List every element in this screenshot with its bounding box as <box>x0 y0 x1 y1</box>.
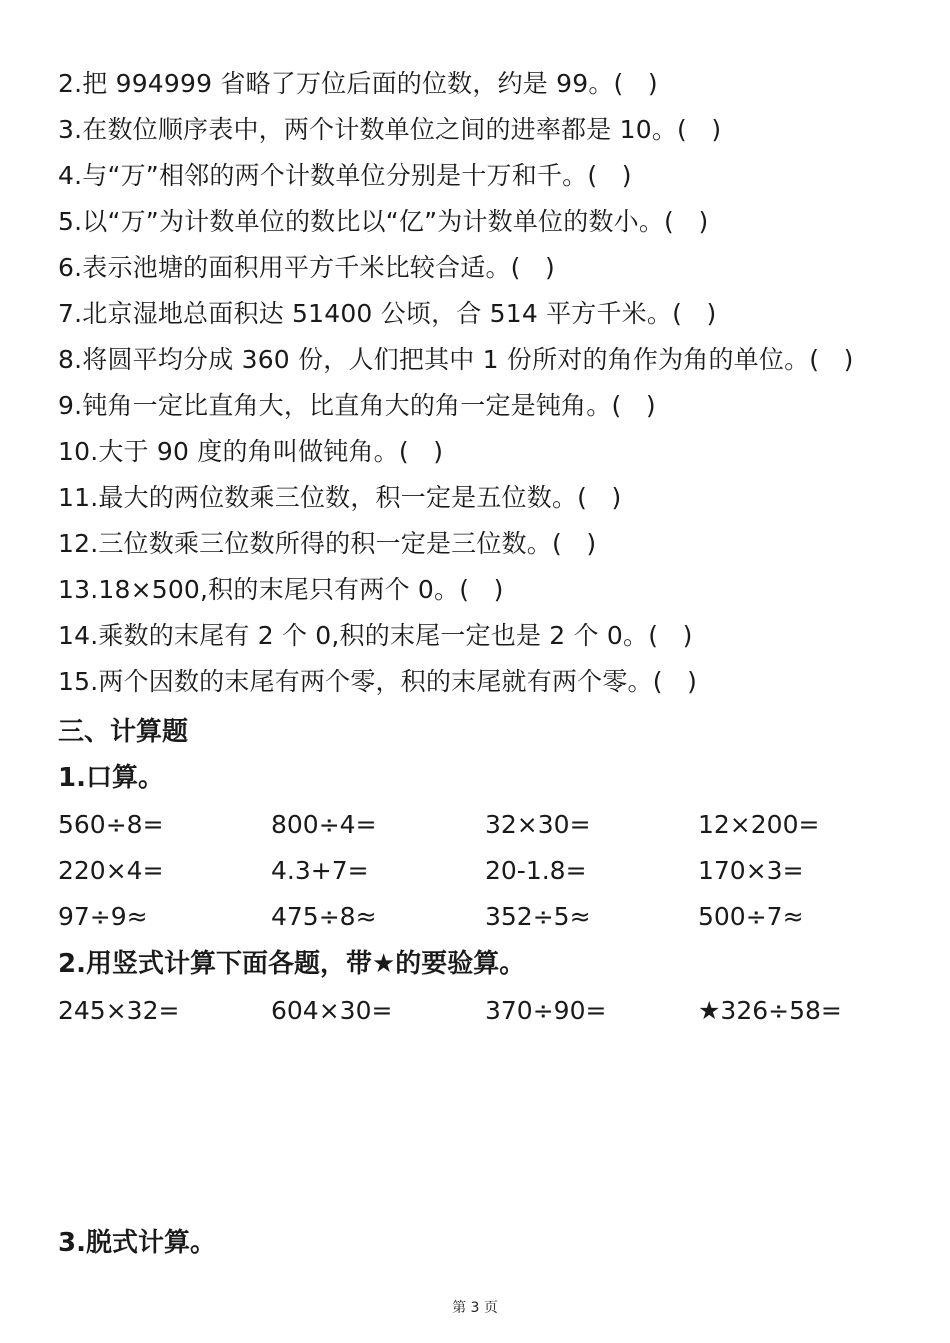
vertical-calc-title: 2.用竖式计算下面各题，带★的要验算。 <box>58 949 526 979</box>
oral-calc-item: 20-1.8= <box>485 856 587 885</box>
judgement-item-11: 11.最大的两位数乘三位数，积一定是五位数。( ) <box>58 483 622 512</box>
oral-calc-row <box>58 900 908 934</box>
oral-calc-item: 32×30= <box>485 810 591 839</box>
vertical-calc-item: ★326÷58= <box>698 996 842 1025</box>
judgement-item-14: 14.乘数的末尾有 2 个 0,积的末尾一定也是 2 个 0。( ) <box>58 621 693 650</box>
oral-calc-item: 4.3+7= <box>271 856 369 885</box>
judgement-item-6: 6.表示池塘的面积用平方千米比较合适。( ) <box>58 253 556 282</box>
oral-calc-item: 170×3= <box>698 856 804 885</box>
judgement-item-10: 10.大于 90 度的角叫做钝角。( ) <box>58 437 444 466</box>
oral-calc-item: 97÷9≈ <box>58 902 148 931</box>
judgement-item-7: 7.北京湿地总面积达 51400 公顷，合 514 平方千米。( ) <box>58 299 717 328</box>
vertical-calc-item: 604×30= <box>271 996 393 1025</box>
vertical-calc-item: 370÷90= <box>485 996 607 1025</box>
oral-calc-row <box>58 854 908 888</box>
stepwise-calc-title: 3.脱式计算。 <box>58 1228 216 1258</box>
oral-calc-item: 500÷7≈ <box>698 902 804 931</box>
judgement-item-5: 5.以“万”为计数单位的数比以“亿”为计数单位的数小。( ) <box>58 207 709 236</box>
judgement-item-2: 2.把 994999 省略了万位后面的位数，约是 99。( ) <box>58 69 658 98</box>
page-number: 第 3 页 <box>452 1300 498 1316</box>
oral-calc-item: 352÷5≈ <box>485 902 591 931</box>
section-three-title: 三、计算题 <box>58 717 189 747</box>
oral-calc-item: 560÷8= <box>58 810 164 839</box>
judgement-item-13: 13.18×500,积的末尾只有两个 0。( ) <box>58 575 504 604</box>
oral-calc-row <box>58 808 908 842</box>
oral-calc-item: 475÷8≈ <box>271 902 377 931</box>
vertical-calc-item: 245×32= <box>58 996 180 1025</box>
judgement-item-12: 12.三位数乘三位数所得的积一定是三位数。( ) <box>58 529 597 558</box>
judgement-item-15: 15.两个因数的末尾有两个零，积的末尾就有两个零。( ) <box>58 667 698 696</box>
oral-calc-item: 220×4= <box>58 856 164 885</box>
judgement-item-9: 9.钝角一定比直角大，比直角大的角一定是钝角。( ) <box>58 391 656 420</box>
oral-calc-item: 12×200= <box>698 810 820 839</box>
oral-calc-item: 800÷4= <box>271 810 377 839</box>
judgement-item-3: 3.在数位顺序表中，两个计数单位之间的进率都是 10。( ) <box>58 115 722 144</box>
oral-calc-title: 1.口算。 <box>58 763 164 793</box>
judgement-item-8: 8.将圆平均分成 360 份，人们把其中 1 份所对的角作为角的单位。( ) <box>58 345 854 374</box>
judgement-item-4: 4.与“万”相邻的两个计数单位分别是十万和千。( ) <box>58 161 632 190</box>
vertical-calc-row <box>58 994 908 1028</box>
